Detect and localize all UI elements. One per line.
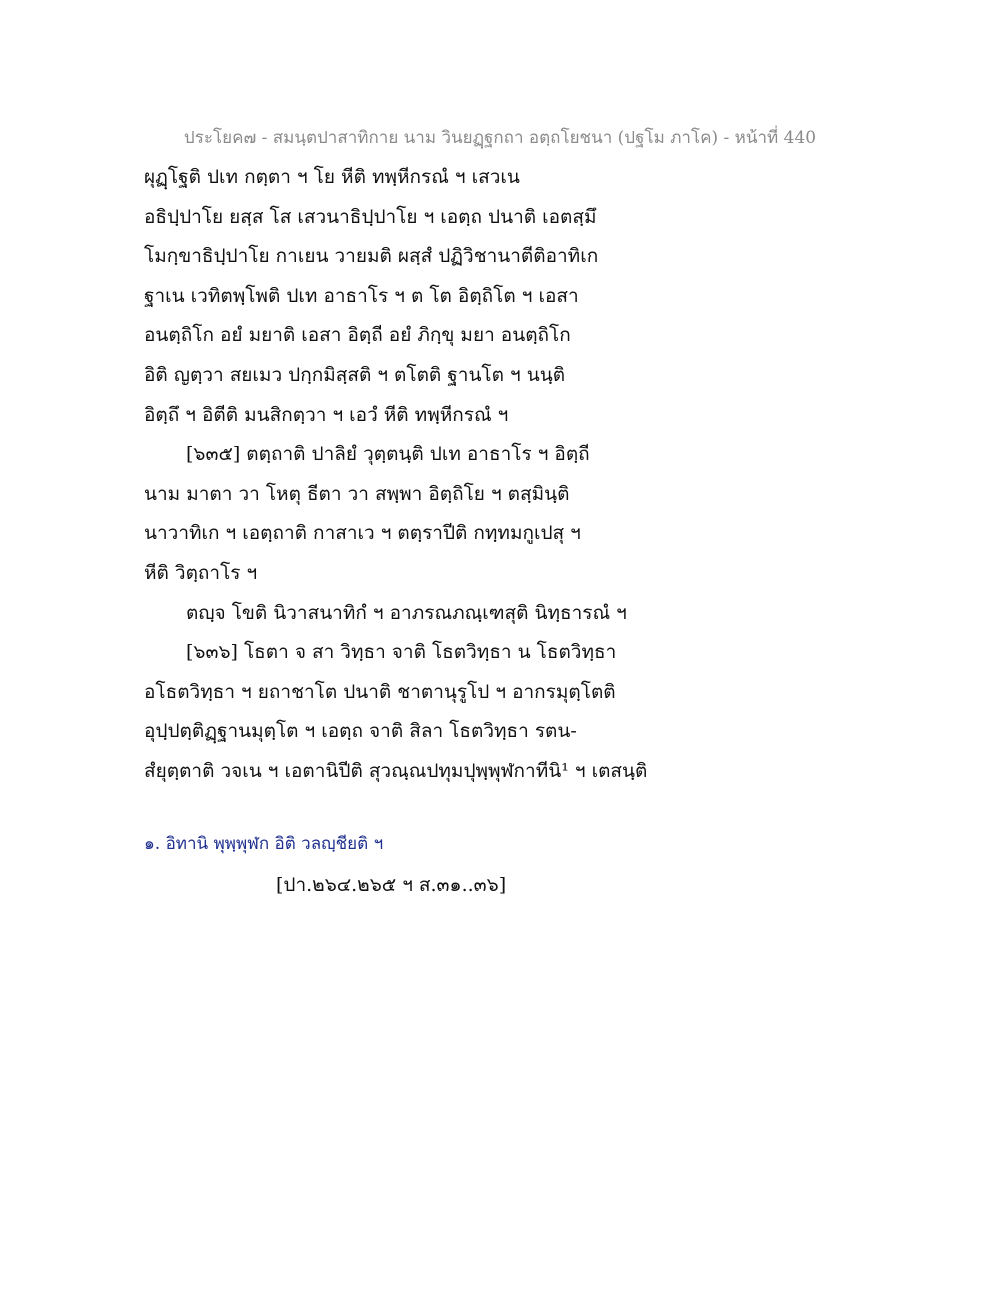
text-line: สํยุตฺตาติ วจเน ฯ เอตานิปีติ สุวณฺณปทุมปุพฺพุฬกาทีนิ¹ ฯ เตสนฺติ	[144, 759, 648, 782]
paragraph-start-line: [๖๓๕] ตตฺถาติ ปาลิยํ วุตฺตนฺติ ปเท อาธาโร ฯ อิตฺถี	[186, 443, 590, 466]
text-line: โมกฺขาธิปฺปาโย กาเยน วายมติ ผสฺสํ ปฏิวิชานาตีติอาทิเก	[144, 245, 599, 268]
paragraph-start-line: ตญฺจ โขติ นิวาสนาทิกํ ฯ อาภรณภณฺเฑสุติ นิทฺธารณํ ฯ	[186, 601, 627, 624]
page-reference: [ปา.๒๖๔.๒๖๕ ฯ ส.๓๑..๓๖]	[276, 874, 507, 896]
footnote: ๑. อิทานิ พุพฺพุฬก อิติ วลญฺชียติ ฯ	[144, 834, 384, 854]
body-text	[144, 158, 864, 792]
text-line: อโธตวิทฺธา ฯ ยถาชาโต ปนาติ ชาตานุรูโป ฯ อากรมุตฺโตติ	[144, 680, 616, 703]
text-line: อิติ ญตฺวา สยเมว ปกฺกมิสฺสติ ฯ ตโตติ ฐานโต ฯ นนฺติ	[144, 363, 566, 386]
text-line: ผุฏฺโฐติ ปเท กตฺตา ฯ โย หีติ ทพฺหีกรณํ ฯ เสวเน	[144, 166, 520, 188]
paragraph-start-line: [๖๓๖] โธตา จ สา วิทฺธา จาติ โธตวิทฺธา น โธตวิทฺธา	[186, 641, 617, 664]
text-line: ฐาเน เวทิตพฺโพติ ปเท อาธาโร ฯ ต โต อิตฺถิโต ฯ เอสา	[144, 284, 579, 307]
text-line: หีติ วิตฺถาโร ฯ	[144, 561, 258, 584]
text-line: อิตฺถึ ฯ อิตีติ มนสิกตฺวา ฯ เอวํ หีติ ทพฺหีกรณํ ฯ	[144, 403, 509, 426]
text-line: นาวาทิเก ฯ เอตฺถาติ กาสาเว ฯ ตตฺราปีติ กทฺทมกูเปสุ ฯ	[144, 522, 581, 545]
text-line: นาม มาตา วา โหตุ ธีตา วา สพฺพา อิตฺถิโย ฯ ตสฺมินฺติ	[144, 482, 570, 505]
page-header: ประโยค๗ - สมนฺตปาสาทิกาย นาม วินยฏฺฐกถา อตฺถโยชนา (ปฐโม ภาโค) - หน้าที่ 440	[183, 128, 817, 148]
text-line: อธิปฺปาโย ยสฺส โส เสวนาธิปฺปาโย ฯ เอตฺถ ปนาติ เอตสฺมึ	[144, 205, 597, 228]
text-line: อนตฺถิโก อยํ มยาติ เอสา อิตฺถี อยํ ภิกฺขุ มยา อนตฺถิโก	[144, 324, 571, 347]
text-line: อุปฺปตฺติฏฺฐานมุตฺโต ฯ เอตฺถ จาติ สิลา โธตวิทฺธา รตน-	[144, 720, 577, 743]
